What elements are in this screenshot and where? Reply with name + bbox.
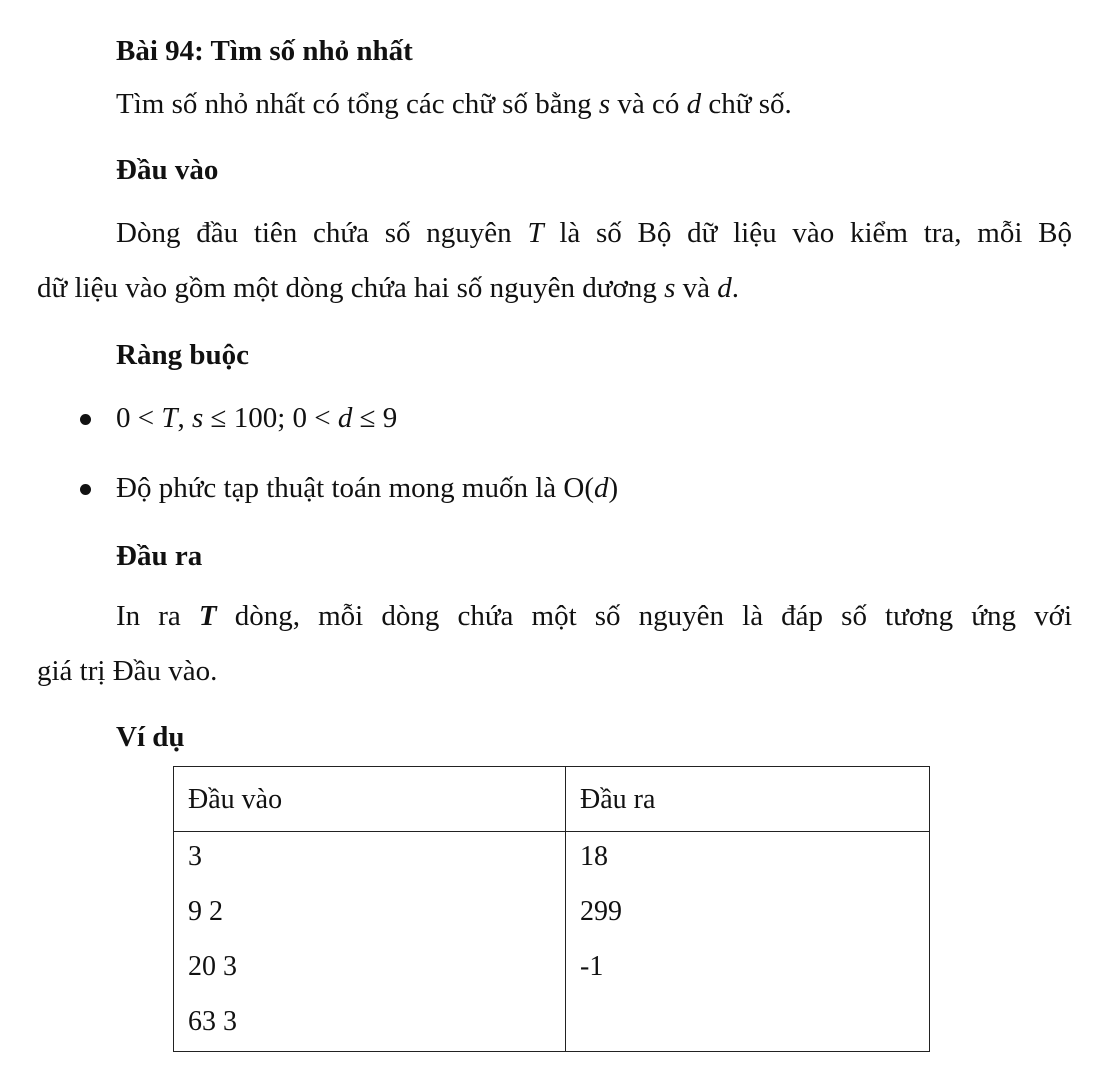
constraint-item-2: [116, 470, 618, 506]
table-row: [174, 997, 930, 1052]
input-cell: 63 3: [174, 997, 566, 1052]
input-line-2: [37, 270, 1072, 306]
output-text: giá trị Đầu vào.: [37, 655, 218, 688]
output-text: In ra: [116, 600, 199, 632]
var-T: T: [161, 402, 178, 434]
problem-statement: [116, 86, 792, 122]
var-d: d: [686, 88, 702, 120]
var-T: T: [198, 600, 217, 632]
input-cell: 9 2: [174, 887, 566, 942]
output-description: [37, 598, 1072, 690]
column-header-output: Đầu ra: [566, 767, 930, 832]
output-cell: [566, 997, 930, 1052]
statement-text: Tìm số nhỏ nhất có tổng các chữ số bằng: [116, 88, 599, 120]
var-s: s: [192, 402, 204, 434]
var-d: d: [717, 272, 732, 305]
input-text: dữ liệu vào gồm một dòng chứa hai số nguyên dương: [37, 272, 665, 305]
input-heading: Đầu vào: [116, 154, 219, 186]
output-line-2: [37, 653, 1072, 689]
output-text: dòng, mỗi dòng chứa một số nguyên là đáp số tương ứng với: [216, 600, 1073, 632]
input-line-1: [37, 215, 1072, 251]
var-s: s: [598, 88, 611, 120]
constraint-text: 0 <: [116, 402, 162, 434]
column-header-input: Đầu vào: [174, 767, 566, 832]
var-s: s: [664, 272, 676, 305]
table-row: [174, 942, 930, 997]
constraint-item-1: [116, 400, 397, 436]
constraint-text: ): [608, 472, 619, 504]
input-cell: 3: [174, 832, 566, 887]
input-text: là số Bộ dữ liệu vào kiểm tra, mỗi Bộ: [543, 217, 1072, 249]
constraint-text: ≤ 9: [352, 402, 398, 434]
constraint-text: Độ phức tạp thuật toán mong muốn là O(: [116, 472, 595, 504]
input-text: Dòng đầu tiên chứa số nguyên: [116, 217, 528, 249]
statement-text: và có: [610, 88, 687, 120]
example-table: [173, 766, 930, 1052]
constraint-text: ≤ 100; 0 <: [203, 402, 338, 434]
table-row: [174, 832, 930, 887]
example-heading: Ví dụ: [116, 721, 185, 753]
var-d: d: [594, 472, 609, 504]
input-description: [37, 215, 1072, 307]
bullet-icon: [80, 484, 91, 495]
output-line-1: [37, 598, 1072, 634]
var-d: d: [337, 402, 353, 434]
constraints-heading: Ràng buộc: [116, 339, 249, 371]
output-cell: -1: [566, 942, 930, 997]
bullet-icon: [80, 414, 91, 425]
var-T: T: [527, 217, 544, 249]
problem-title: Bài 94: Tìm số nhỏ nhất: [116, 35, 413, 67]
output-cell: 299: [566, 887, 930, 942]
output-cell: 18: [566, 832, 930, 887]
table-row: [174, 887, 930, 942]
input-cell: 20 3: [174, 942, 566, 997]
table-header-row: [174, 767, 930, 832]
input-text: và: [675, 272, 718, 305]
statement-text: chữ số.: [701, 88, 792, 120]
constraint-text: ,: [177, 402, 192, 434]
output-heading: Đầu ra: [116, 540, 203, 572]
input-text: .: [731, 272, 740, 305]
